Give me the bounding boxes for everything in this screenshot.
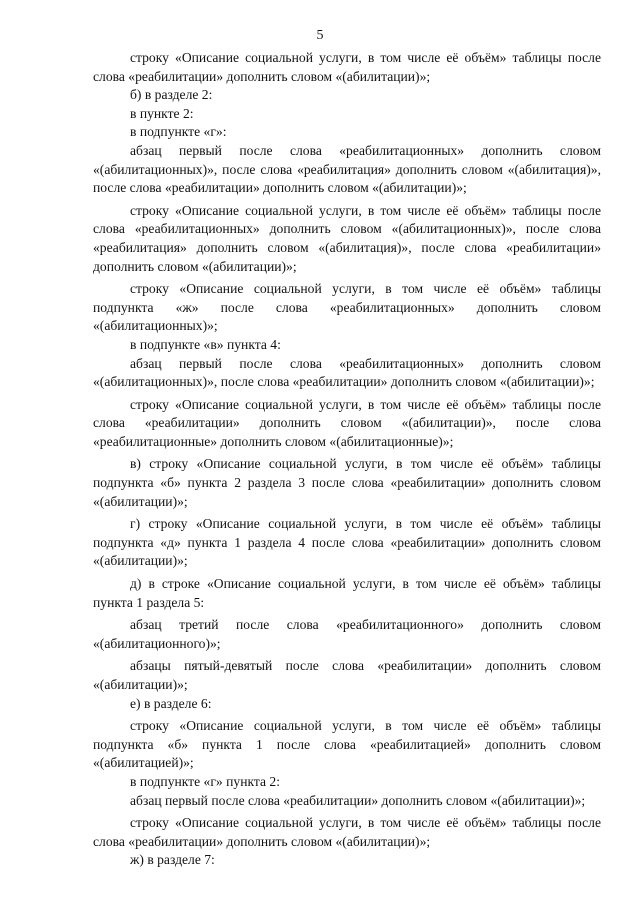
page-number: 5 [316,28,324,43]
paragraph: в пункте 2: [130,105,194,121]
paragraph: строку «Описание социальной услуги, в том числе её объём» таблицы после слова «реабилитации» дополнить словом «(абилитации)», после слова «реабилитационные» дополнить словом «(абилитационные)»; [93,396,601,449]
paragraph: в подпункте «г»: [130,124,227,140]
paragraph: г) строку «Описание социальной услуги, в том числе её объём» таблицы подпункта «д» пункта 1 раздела 4 после слова «реабилитации» дополнить словом «(абилитации)»; [93,516,601,569]
paragraph: абзац первый после слова «реабилитации» дополнить словом «(абилитации)»; [130,792,586,808]
paragraph: ж) в разделе 7: [130,852,215,868]
paragraph: б) в разделе 2: [130,87,213,103]
paragraph: абзац первый после слова «реабилитационных» дополнить словом «(абилитационных)», после слова «реабилитации» дополнить словом «(абилитации)»; [93,355,601,390]
paragraph: в) строку «Описание социальной услуги, в том числе её объём» таблицы подпункта «б» пункта 2 раздела 3 после слова «реабилитации» дополнить словом «(абилитации)»; [93,456,601,509]
paragraph: абзац третий после слова «реабилитационного» дополнить словом «(абилитационного)»; [93,617,601,651]
paragraph: абзац первый после слова «реабилитационных» дополнить словом «(абилитационных)», после слова «реабилитация» дополнить словом «(абилитация)», после слова «реабилитации» дополнить словом «(абилитации)»; [93,142,601,196]
paragraph: абзацы пятый-девятый после слова «реабилитации» дополнить словом «(абилитации)»; [93,658,601,692]
paragraph: е) в разделе 6: [130,695,212,711]
paragraph: д) в строке «Описание социальной услуги, в том числе её объём» таблицы пункта 1 раздела 5: [93,576,601,610]
paragraph: строку «Описание социальной услуги, в том числе её объём» таблицы подпункта «б» пункта 1 после слова «реабилитацией» дополнить словом «(абилитацией)»; [93,718,601,771]
paragraph: в подпункте «г» пункта 2: [130,773,281,789]
paragraph: строку «Описание социальной услуги, в том числе её объём» таблицы после слова «реабилитационных» дополнить словом «(абилитационных)», после слова «реабилитация» дополнить словом «(абилитация)», после слова «реабилитации» дополнить словом «(абилитации)»; [93,202,601,274]
document-body [93,49,601,870]
paragraph: строку «Описание социальной услуги, в том числе её объём» таблицы подпункта «ж» после слова «реабилитационных» дополнить словом «(абилитационных)»; [93,281,601,334]
paragraph: строку «Описание социальной услуги, в том числе её объём» таблицы после слова «реабилитации» дополнить словом «(абилитации)»; [93,50,601,84]
paragraph: в подпункте «в» пункта 4: [130,336,281,352]
paragraph: строку «Описание социальной услуги, в том числе её объём» таблицы после слова «реабилитации» дополнить словом «(абилитации)»; [93,815,601,849]
